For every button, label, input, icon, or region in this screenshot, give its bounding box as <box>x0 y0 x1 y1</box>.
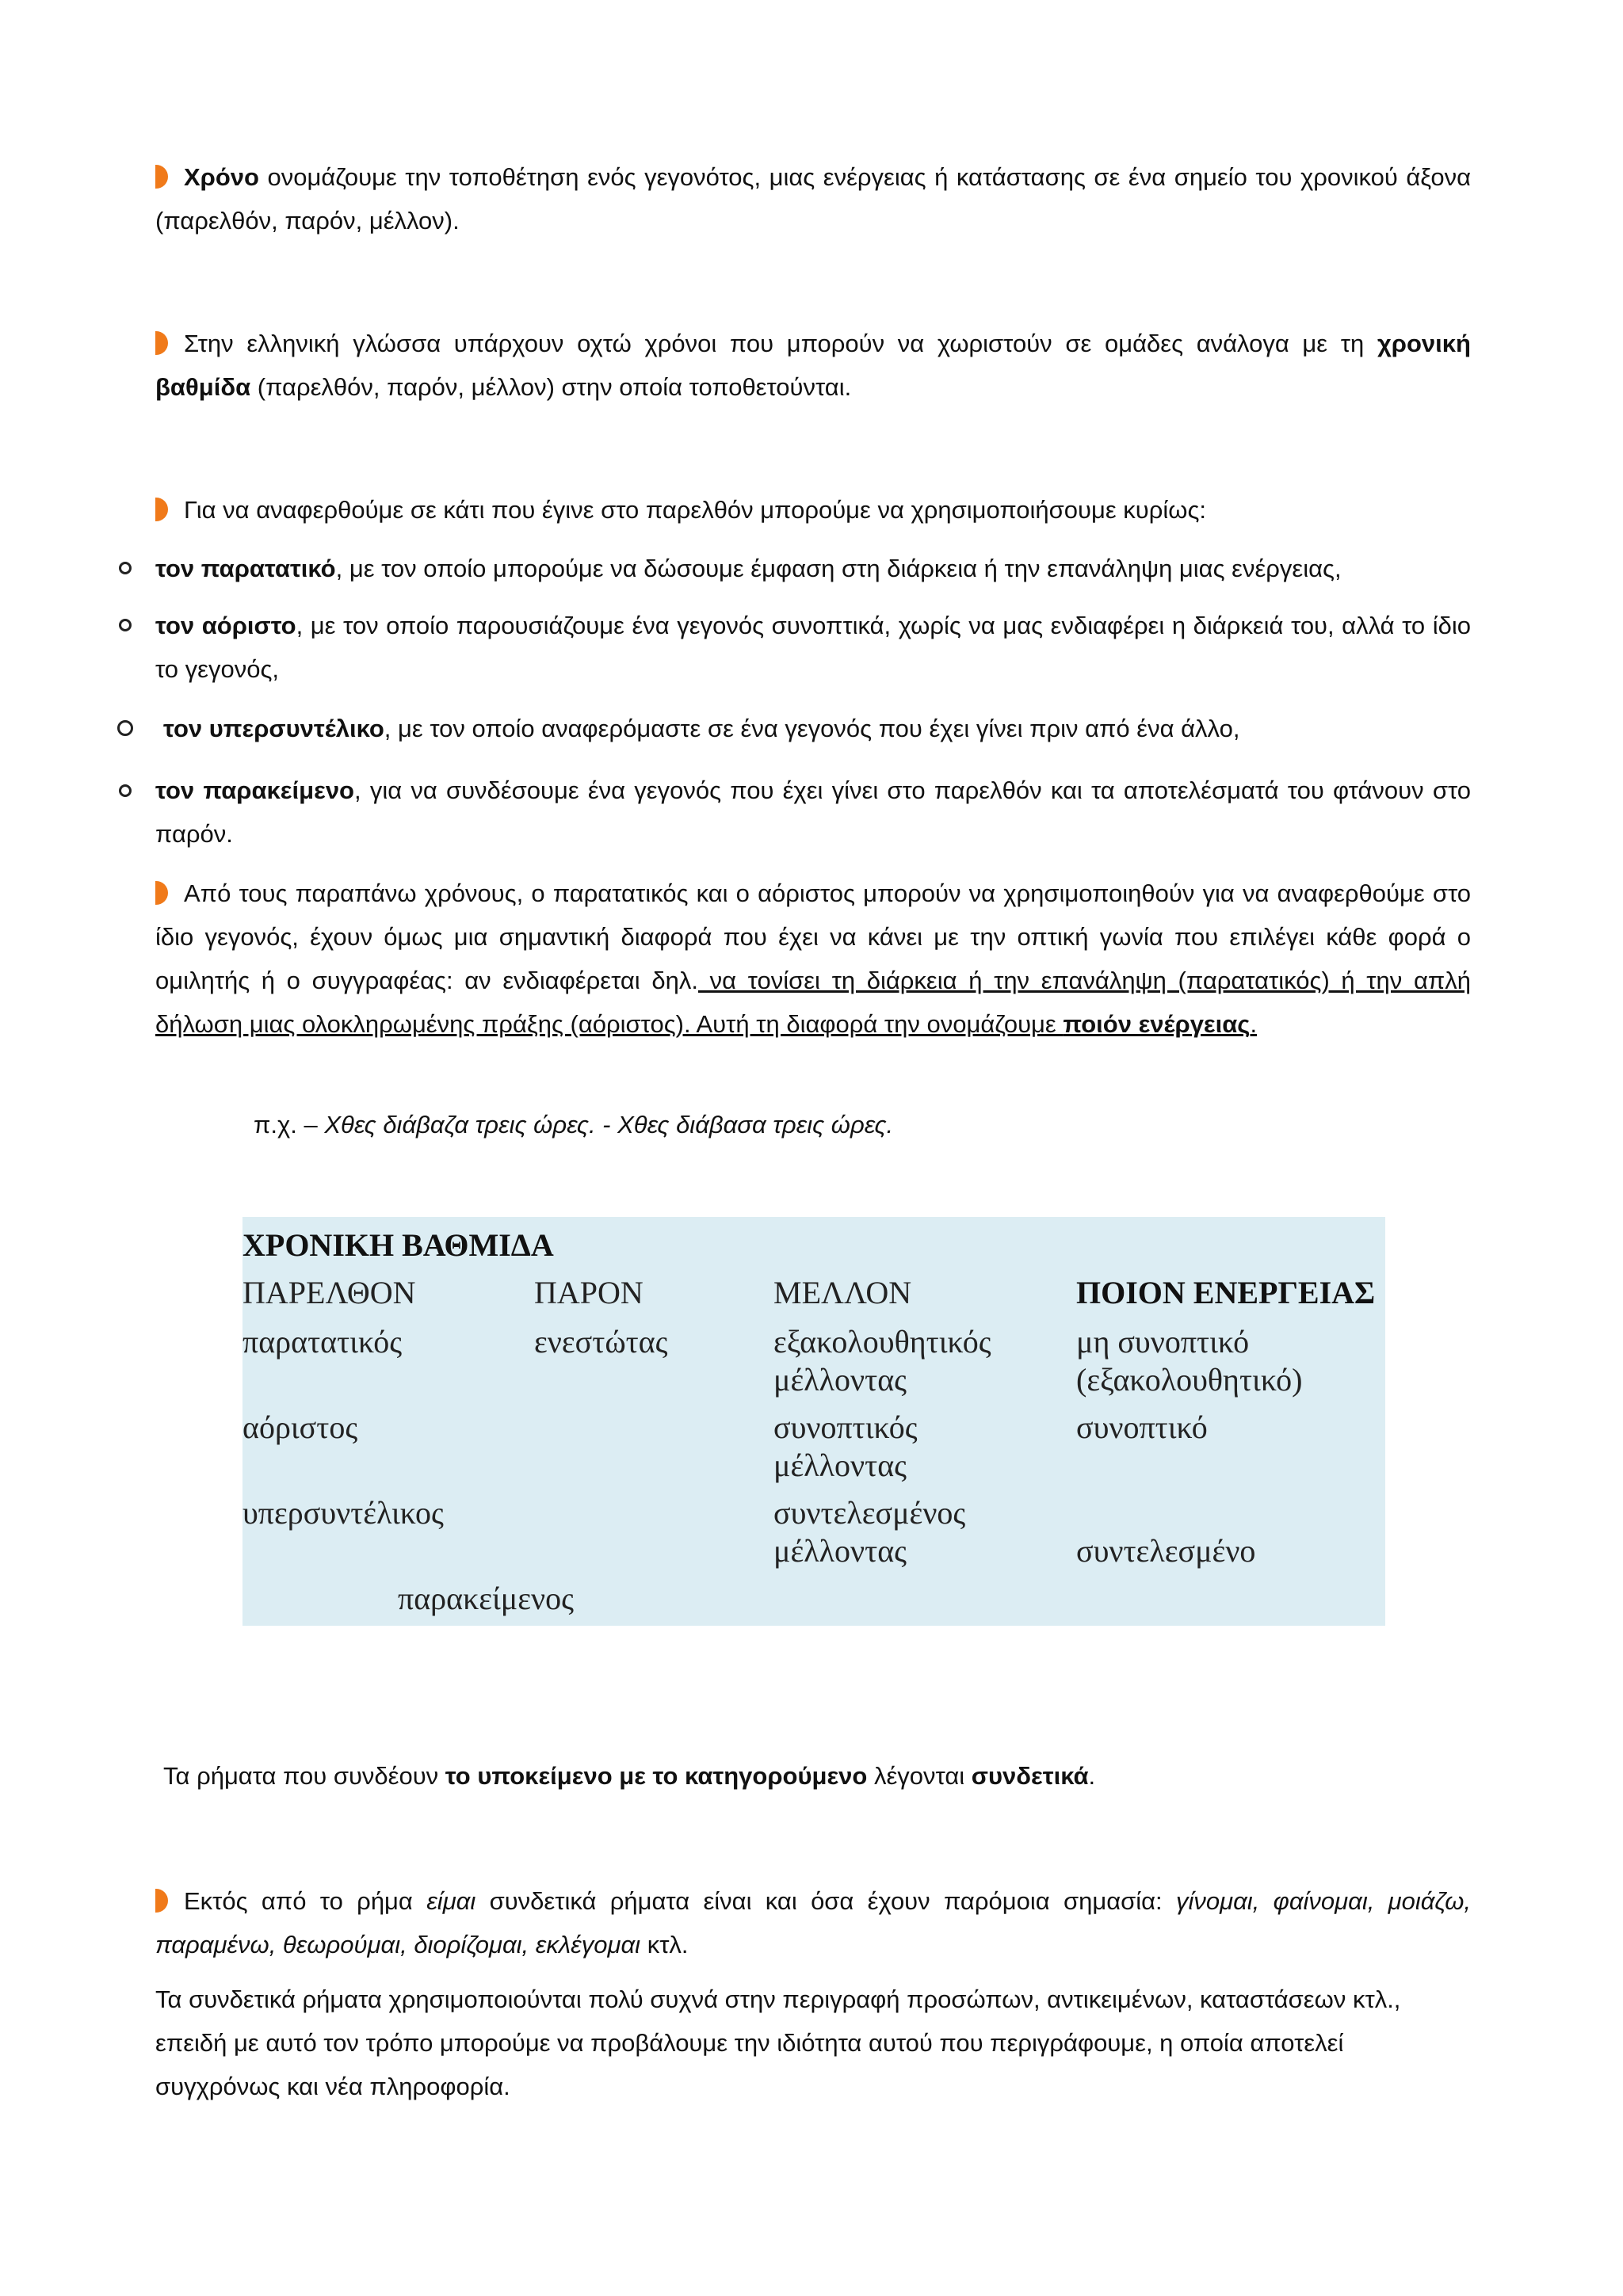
table-cell: συνοπτικός <box>773 1409 918 1445</box>
list-item-text: , για να συνδέσουμε ένα γεγονός που έχει γίνει στο παρελθόν και τα αποτελέσματά του φτάνουν στο παρόν. <box>155 776 1471 848</box>
orange-bullet-icon <box>155 331 168 355</box>
table-header-future: ΜΕΛΛΟΝ <box>773 1275 912 1310</box>
verb-list: γίνομαι, φαίνομαι, μοιάζω, παραμένω, θεωρούμαι, διορίζομαι, εκλέγομαι <box>155 1887 1472 1958</box>
term-time: Χρόνο <box>184 163 259 191</box>
paragraph-text: Εκτός από το ρήμα <box>184 1887 427 1915</box>
term-aspect: ποιόν ενέργειας <box>1063 1010 1251 1038</box>
orange-bullet-icon <box>155 1889 168 1913</box>
table-cell: μέλλοντας <box>773 1447 907 1483</box>
underlined-span: να τονίσει τη διάρκεια ή την επανάληψη (παρατατικός) ή την απλή δήλωση μιας ολοκληρωμένης πράξης (αόριστος). Αυτή τη διαφορά την ονομάζουμε <box>155 967 1471 1038</box>
paragraph-text: Τα συνδετικά ρήματα χρησιμοποιούνται πολύ συχνά στην περιγραφή προσώπων, αντικειμένων, καταστάσεων κτλ., επειδή με αυτό τον τρόπο μπορούμε να προβάλουμε την ιδιότητα αυτού που περιγράφουμε, η οποία αποτελεί συγχρόνως και νέα πληροφορία. <box>155 1985 1401 2100</box>
underlined-end: . <box>1250 1010 1258 1038</box>
orange-bullet-icon <box>155 498 168 521</box>
paragraph-text: Για να αναφερθούμε σε κάτι που έγινε στο παρελθόν μπορούμε να χρησιμοποιήσουμε κυρίως: <box>184 496 1206 524</box>
list-item <box>155 547 1471 590</box>
table-cell: μέλλοντας <box>773 1362 907 1398</box>
list-item-term: τον παρατατικό <box>155 555 336 582</box>
term-subject-predicate: το υποκείμενο με το κατηγορούμενο <box>445 1762 868 1790</box>
tense-table <box>242 1217 1385 1626</box>
circle-bullet-icon <box>119 619 132 631</box>
list-item-text: , με τον οποίο παρουσιάζουμε ένα γεγονός συνοπτικά, χωρίς να μας ενδιαφέρει η διάρκειά του, αλλά το ίδιο το γεγονός, <box>155 612 1471 683</box>
paragraph-text: Από τους παραπάνω χρόνους, ο παρατατικός και ο αόριστος μπορούν να χρησιμοποιηθούν για να αναφερθούμε στο ίδιο γεγονός, έχουν όμως μια σημαντική διαφορά που έχει να κάνει με την οπτική γωνία που επιλέγει κάθε φορά ο ομιλητής ή ο συγγραφέας: αν ενδιαφέρεται δηλ. <box>155 879 1471 994</box>
list-item-term: τον υπερσυντέλικο <box>163 715 384 742</box>
list-item <box>155 604 1471 691</box>
paragraph-text: Τα ρήματα που συνδέουν <box>163 1762 445 1790</box>
paragraph-text: (παρελθόν, παρόν, μέλλον) στην οποία τοποθετούνται. <box>250 373 852 401</box>
table-cell: ενεστώτας <box>534 1324 668 1360</box>
paragraph-linking-verbs <box>163 1754 1479 1798</box>
paragraph-text: ονομάζουμε την τοποθέτηση ενός γεγονότος, μιας ενέργειας ή κατάστασης σε ένα σημείο του χρονικού άξονα (παρελθόν, παρόν, μέλλον). <box>155 163 1471 235</box>
term-linking: συνδετικά <box>971 1762 1089 1790</box>
table-cell: εξακολουθητικός <box>773 1324 991 1360</box>
paragraph-text: κτλ. <box>640 1931 689 1958</box>
example-text: Χθες διάβαζα τρεις ώρες. - Χθες διάβασα τρεις ώρες. <box>324 1111 894 1138</box>
table-cell: συντελεσμένος <box>773 1495 966 1531</box>
paragraph-time-definition <box>155 155 1471 242</box>
circle-bullet-icon <box>119 784 132 797</box>
table-header-present: ΠΑΡΟΝ <box>534 1275 643 1310</box>
table-cell: μη συνοπτικό <box>1076 1324 1250 1360</box>
table-title: ΧΡΟΝΙΚΗ ΒΑΘΜΙΔΑ <box>242 1227 554 1263</box>
paragraph-text: συνδετικά ρήματα είναι και όσα έχουν παρόμοια σημασία: <box>475 1887 1176 1915</box>
term-time-stage: χρονική βαθμίδα <box>155 330 1471 401</box>
paragraph-linking-examples <box>155 1879 1471 1966</box>
table-header-aspect: ΠΟΙΟΝ ΕΝΕΡΓΕΙΑΣ <box>1076 1275 1376 1310</box>
example-line <box>254 1103 1442 1146</box>
paragraph-linking-usage <box>155 1978 1471 2108</box>
paragraph-text: Στην ελληνική γλώσσα υπάρχουν οχτώ χρόνοι που μπορούν να χωριστούν σε ομάδες ανάλογα με τη <box>184 330 1377 357</box>
verb-eimai: είμαι <box>426 1887 476 1915</box>
paragraph-past-intro <box>155 488 1471 532</box>
circle-bullet-icon <box>119 562 132 574</box>
paragraph-aspect <box>155 871 1471 1046</box>
table-cell: παρατατικός <box>242 1324 403 1360</box>
list-item <box>155 769 1471 856</box>
table-cell: αόριστος <box>242 1409 358 1445</box>
paragraph-text: λέγονται <box>867 1762 972 1790</box>
table-cell: (εξακολουθητικό) <box>1076 1362 1303 1398</box>
orange-bullet-icon <box>155 881 168 905</box>
list-item-term: τον παρακείμενο <box>155 776 354 804</box>
table-cell: μέλλοντας <box>773 1533 907 1569</box>
table-cell: παρακείμενος <box>398 1581 574 1616</box>
example-prefix: π.χ. – <box>254 1111 325 1138</box>
orange-bullet-icon <box>155 165 168 189</box>
table-cell: συνοπτικό <box>1076 1409 1208 1445</box>
table-cell: συντελεσμένο <box>1076 1533 1256 1569</box>
paragraph-text: . <box>1088 1762 1096 1790</box>
list-item-text: , με τον οποίο μπορούμε να δώσουμε έμφαση στη διάρκεια ή την επανάληψη μιας ενέργειας, <box>335 555 1342 582</box>
table-cell: υπερσυντέλικος <box>242 1495 444 1531</box>
table-header-past: ΠΑΡΕΛΘΟΝ <box>242 1275 416 1310</box>
circle-bullet-icon <box>117 720 133 736</box>
paragraph-eight-tenses <box>155 322 1471 409</box>
list-item <box>163 707 1479 750</box>
list-item-term: τον αόριστο <box>155 612 296 639</box>
list-item-text: , με τον οποίο αναφερόμαστε σε ένα γεγονός που έχει γίνει πριν από ένα άλλο, <box>384 715 1240 742</box>
